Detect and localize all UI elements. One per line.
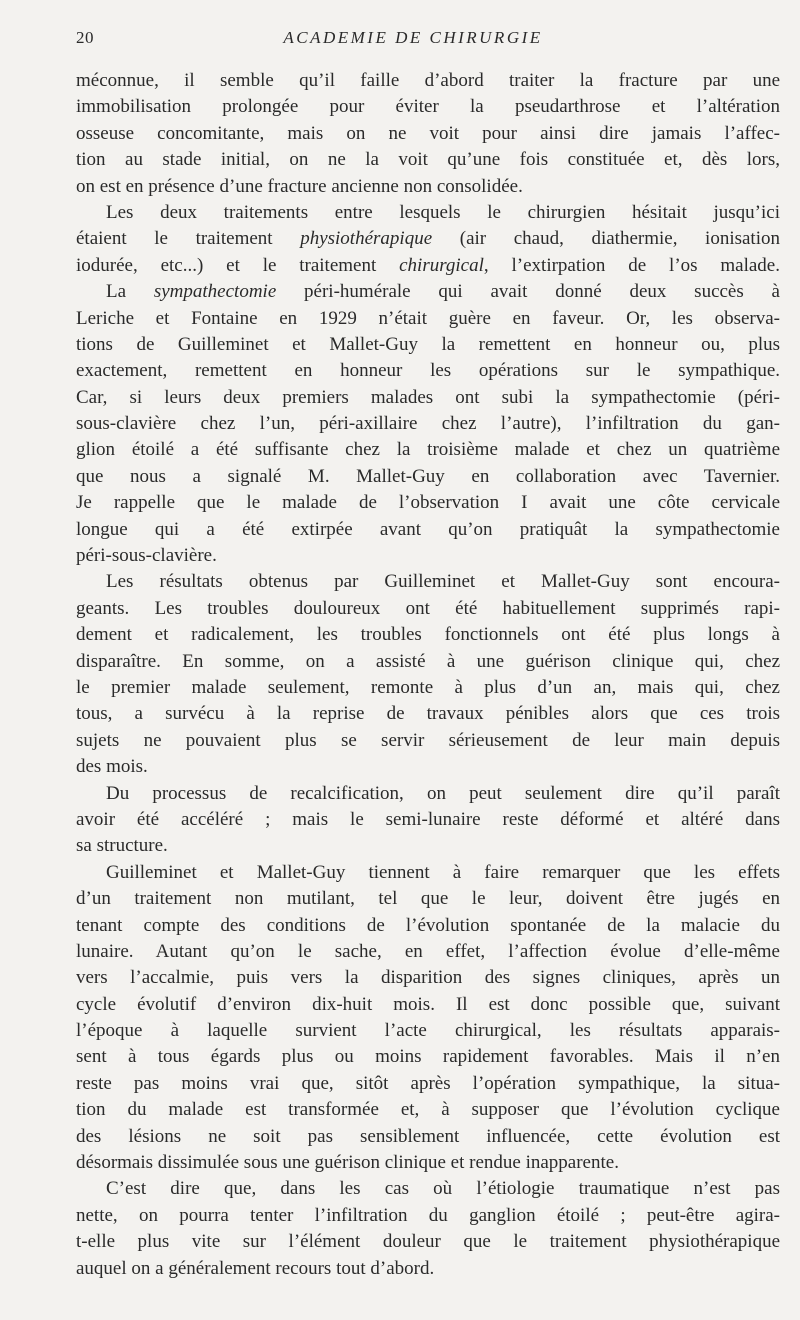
- text-line: des lésions ne soit pas sensiblement influencée, cette évolution est: [76, 1125, 780, 1147]
- text-segment: La: [106, 281, 154, 303]
- text-line: des mois.: [76, 756, 148, 778]
- text-line: méconnue, il semble qu’il faille d’abord traiter la fracture par une: [76, 70, 780, 91]
- text-line: lunaire. Autant qu’on le sache, en effet, l’affection évolue d’elle-même: [76, 940, 780, 962]
- text-line: [76, 279, 780, 305]
- text-line: exactement, remettent en honneur les opérations sur le sympathique.: [76, 360, 780, 382]
- text-line: auquel on a généralement recours tout d’abord.: [76, 1257, 435, 1279]
- text-line: longue qui a été extirpée avant qu’on pratiquât la sympathectomie: [76, 518, 780, 540]
- text-line: sujets ne pouvaient plus se servir sérieusement de leur main depuis: [76, 729, 780, 751]
- text-line: désormais dissimulée sous une guérison clinique et rendue inapparente.: [76, 1152, 619, 1174]
- text-line: cycle évolutif d’environ dix-huit mois. Il est donc possible que, suivant: [76, 993, 780, 1015]
- text-line: péri-sous-clavière.: [76, 545, 217, 567]
- text-line: Du processus de recalcification, on peut seulement dire qu’il paraît: [106, 782, 780, 804]
- text-line: Je rappelle que le malade de l’observation I avait une côte cervicale: [76, 492, 780, 514]
- text-line: tenant compte des conditions de l’évolution spontanée de la malacie du: [76, 914, 780, 936]
- text-line: geants. Les troubles douloureux ont été habituellement supprimés rapi-: [76, 597, 780, 619]
- page-header: [76, 28, 750, 54]
- text-line: tion au stade initial, on ne la voit qu’une fois constituée et, dès lors,: [76, 149, 780, 171]
- text-line: Car, si leurs deux premiers malades ont subi la sympathectomie (péri-: [76, 386, 780, 408]
- text-line: sa structure.: [76, 835, 168, 857]
- text-line: t-elle plus vite sur l’élément douleur que le traitement physiothérapique: [76, 1231, 780, 1253]
- page-number: 20: [76, 28, 94, 47]
- text-line: que nous a signalé M. Mallet-Guy en collaboration avec Tavernier.: [76, 465, 780, 487]
- italic-term: chirurgical: [399, 254, 484, 276]
- text-line: tions de Guilleminet et Mallet-Guy la remettent en honneur ou, plus: [76, 333, 780, 355]
- text-line: Leriche et Fontaine en 1929 n’était guère en faveur. Or, les observa-: [76, 307, 780, 329]
- body-text: [76, 68, 780, 1282]
- text-line: avoir été accéléré ; mais le semi-lunaire reste déformé et altéré dans: [76, 808, 780, 830]
- text-line: disparaître. En somme, on a assisté à une guérison clinique qui, chez: [76, 650, 780, 672]
- text-line: Les résultats obtenus par Guilleminet et Mallet-Guy sont encoura-: [106, 571, 780, 593]
- text-line: immobilisation prolongée pour éviter la pseudarthrose et l’altération: [76, 96, 780, 118]
- text-line: tous, a survécu à la reprise de travaux pénibles alors que ces trois: [76, 703, 780, 725]
- text-line: [76, 253, 780, 279]
- text-line: C’est dire que, dans les cas où l’étiologie traumatique n’est pas: [106, 1178, 780, 1200]
- text-segment: iodurée, etc...) et le traitement: [76, 254, 400, 276]
- text-segment: (air chaud, diathermie, ionisation: [432, 228, 780, 250]
- text-segment: étaient le traitement: [76, 228, 301, 250]
- running-title: ACADEMIE DE CHIRURGIE: [283, 28, 543, 47]
- text-segment: péri-humérale qui avait donné deux succès à: [276, 281, 780, 303]
- italic-term: physiothérapique: [300, 228, 433, 250]
- text-line: tion du malade est transformée et, à supposer que l’évolution cyclique: [76, 1099, 780, 1121]
- text-line: dement et radicalement, les troubles fonctionnels ont été plus longs à: [76, 624, 780, 646]
- text-line: on est en présence d’une fracture ancienne non consolidée.: [76, 175, 523, 197]
- text-line: vers l’accalmie, puis vers la disparition des signes cliniques, après un: [76, 967, 780, 989]
- text-line: nette, on pourra tenter l’infiltration du ganglion étoilé ; peut-être agira-: [76, 1204, 780, 1226]
- text-line: reste pas moins vrai que, sitôt après l’opération sympathique, la situa-: [76, 1072, 780, 1094]
- text-line: sous-clavière chez l’un, péri-axillaire chez l’autre), l’infiltration du gan-: [76, 413, 780, 435]
- text-line: osseuse concomitante, mais on ne voit pour ainsi dire jamais l’affec-: [76, 122, 780, 144]
- text-line: sent à tous égards plus ou moins rapidement favorables. Mais il n’en: [76, 1046, 780, 1068]
- text-line: Les deux traitements entre lesquels le chirurgien hésitait jusqu’ici: [106, 201, 780, 223]
- italic-term: sympathectomie: [153, 281, 277, 303]
- text-line: le premier malade seulement, remonte à plus d’un an, mais qui, chez: [76, 676, 780, 698]
- text-line: Guilleminet et Mallet-Guy tiennent à faire remarquer que les effets: [106, 861, 780, 883]
- text-line: [76, 226, 780, 252]
- text-line: l’époque à laquelle survient l’acte chirurgical, les résultats apparais-: [76, 1020, 780, 1042]
- text-segment: , l’extirpation de l’os malade.: [483, 254, 780, 276]
- text-line: d’un traitement non mutilant, tel que le leur, doivent être jugés en: [76, 888, 780, 910]
- text-line: glion étoilé a été suffisante chez la troisième malade et chez un quatrième: [76, 439, 780, 461]
